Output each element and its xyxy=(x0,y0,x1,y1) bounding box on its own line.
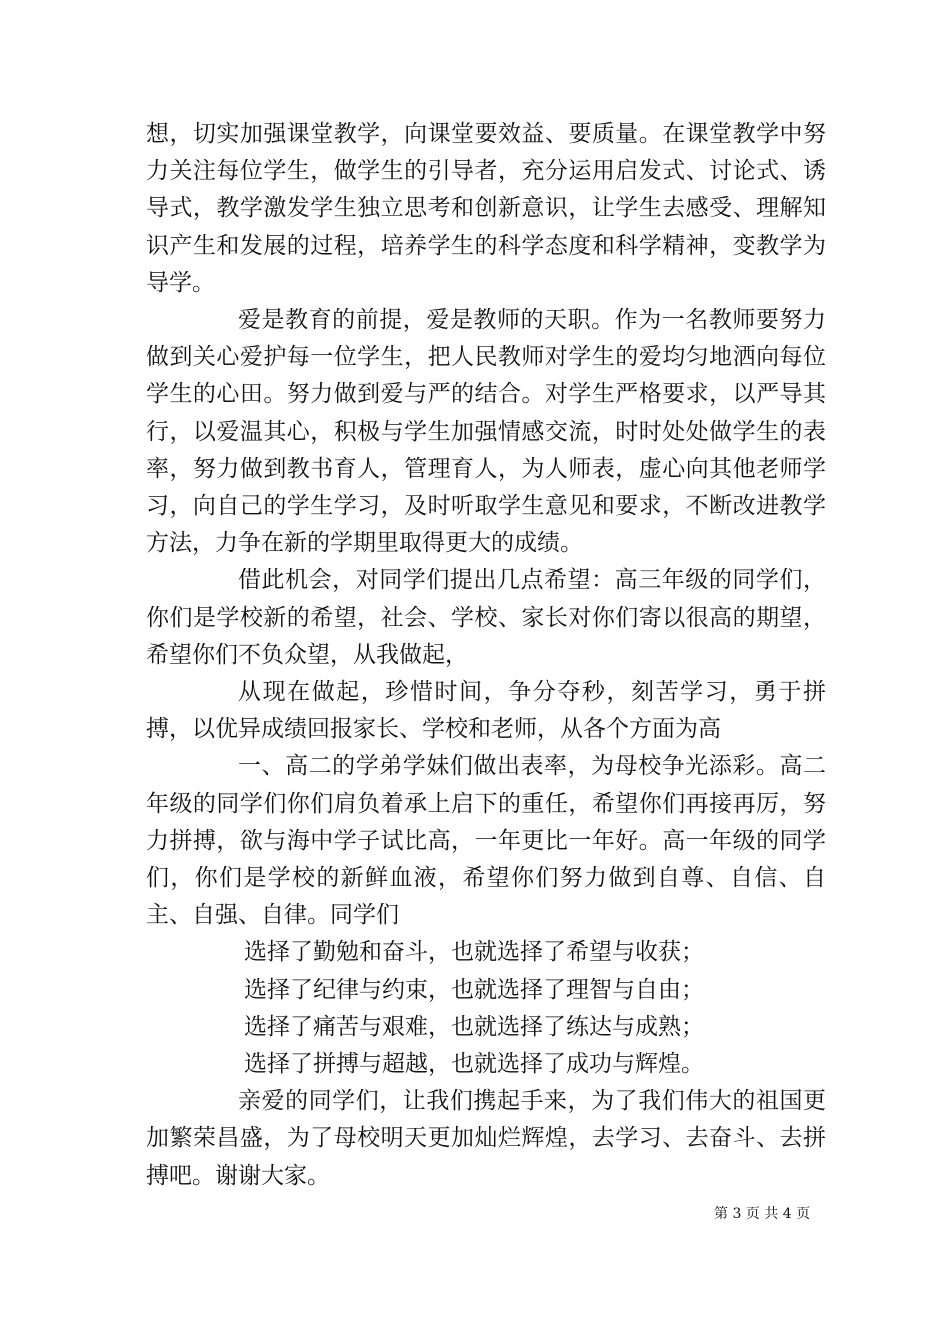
paragraph-start-now: 从现在做起，珍惜时间，争分夺秒，刻苦学习，勇于拼搏，以优异成绩回报家长、学校和老师，从各个方面为高 xyxy=(146,679,826,743)
pledge-line: 选择了勤勉和奋斗，也就选择了希望与收获； xyxy=(244,939,704,966)
paragraph-continued: 想，切实加强课堂教学，向课堂要效益、要质量。在课堂教学中努力关注每位学生，做学生的引导者，充分运用启发式、讨论式、诱导式，教学激发学生独立思考和创新意识，让学生去感受、理解知识产生和发展的过程，培养学生的科学态度和科学精神，变教学为导学。 xyxy=(146,121,826,296)
pledge-line: 选择了拼搏与超越，也就选择了成功与辉煌。 xyxy=(244,1051,704,1078)
pledge-line: 选择了纪律与约束，也就选择了理智与自由； xyxy=(244,976,704,1003)
paragraph-hopes-senior: 借此机会，对同学们提出几点希望：高三年级的同学们，你们是学校新的希望，社会、学校、家长对你们寄以很高的期望，希望你们不负众望，从我做起， xyxy=(146,567,826,668)
paragraph-closing: 亲爱的同学们，让我们携起手来，为了我们伟大的祖国更加繁荣昌盛，为了母校明天更加灿烂辉煌，去学习、去奋斗、去拼搏吧。谢谢大家。 xyxy=(146,1088,826,1189)
paragraph-juniors: 一、高二的学弟学妹们做出表率，为母校争光添彩。高二年级的同学们你们肩负着承上启下的重任，希望你们再接再厉，努力拼搏，欲与海中学子试比高，一年更比一年好。高一年级的同学们，你们是学校的新鲜血液，希望你们努力做到自尊、自信、自主、自强、自律。同学们 xyxy=(146,753,826,929)
document-body xyxy=(146,116,826,1195)
page-number-footer: 第 3 页 共 4 页 xyxy=(714,1206,811,1222)
paragraph-love-education: 爱是教育的前提，爱是教师的天职。作为一名教师要努力做到关心爱护每一位学生，把人民教师对学生的爱均匀地洒向每位学生的心田。努力做到爱与严的结合。对学生严格要求，以严导其行，以爱温其心，积极与学生加强情感交流，时时处处做学生的表率，努力做到教书育人，管理育人，为人师表，虚心向其他老师学习，向自己的学生学习，及时听取学生意见和要求，不断改进教学方法，力争在新的学期里取得更大的成绩。 xyxy=(146,307,826,557)
pledge-line: 选择了痛苦与艰难，也就选择了练达与成熟； xyxy=(244,1013,704,1040)
